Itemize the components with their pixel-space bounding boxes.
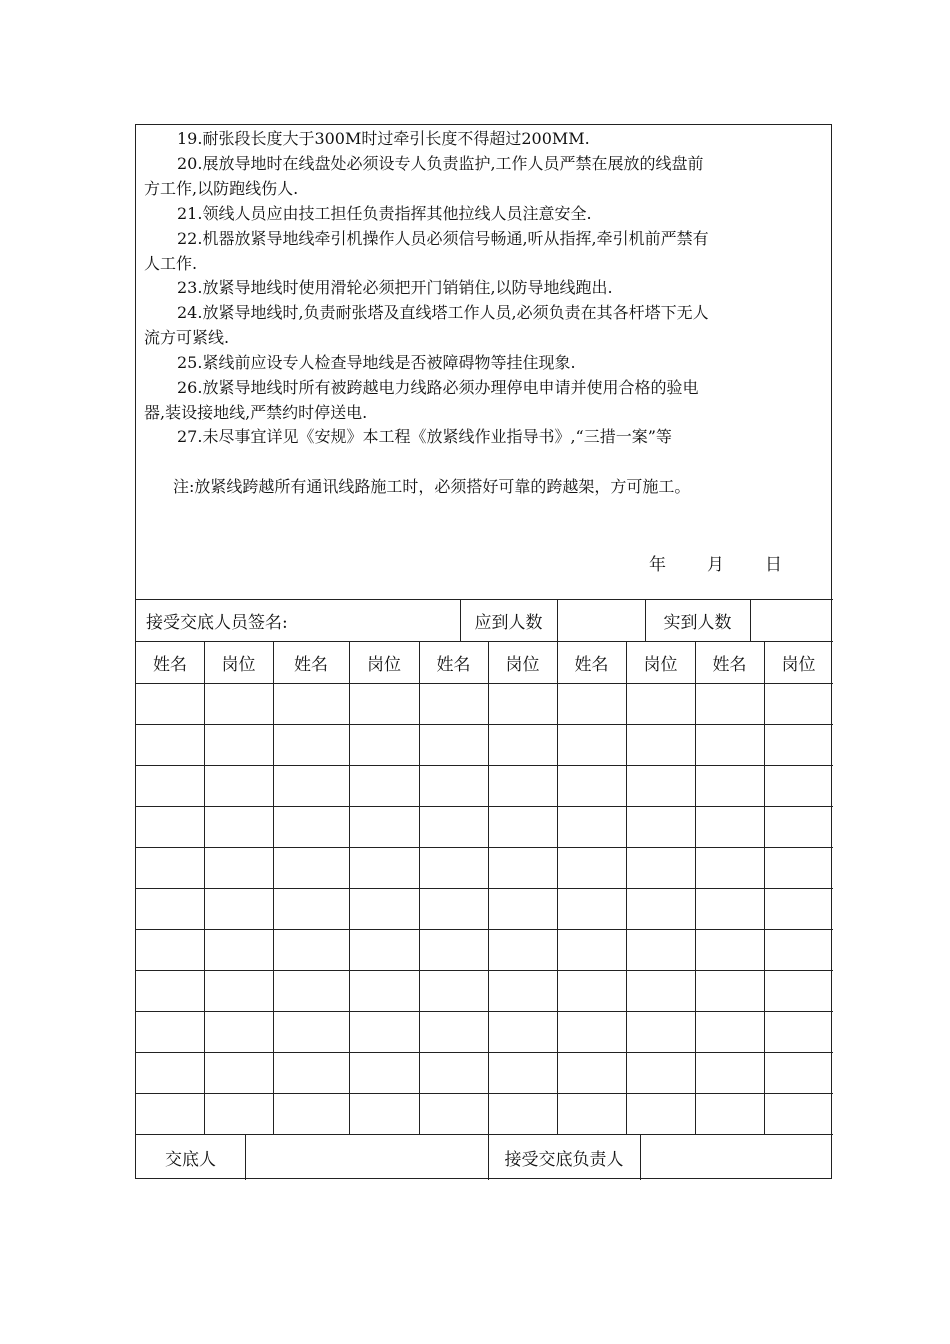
note-line: 19.耐张段长度大于300M时过牵引长度不得超过200MM. <box>177 129 590 148</box>
sign-label: 接受交底人员签名: <box>146 612 288 633</box>
column-header-name: 姓名 <box>712 654 747 675</box>
expected-count-label: 应到人数 <box>474 612 543 633</box>
briefer-field[interactable] <box>245 1134 488 1180</box>
note-remark: 注:放紧线跨越所有通讯线路施工时，必须搭好可靠的跨越架，方可施工。 <box>173 477 691 496</box>
column-header-post: 岗位 <box>367 654 401 675</box>
note-line: 24.放紧导地线时,负责耐张塔及直线塔工作人员,必须负责在其各杆塔下无人 <box>177 303 709 322</box>
responsible-label: 接受交底负责人 <box>504 1149 624 1170</box>
date-day-label: 日 <box>765 555 782 575</box>
column-header-name: 姓名 <box>574 654 609 675</box>
note-line: 20.展放导地时在线盘处必须设专人负责监护,工作人员严禁在展放的线盘前 <box>177 154 704 173</box>
notes-section <box>136 125 833 599</box>
note-line: 器,装设接地线,严禁约时停送电. <box>144 403 368 422</box>
date-month-label: 月 <box>707 555 724 575</box>
column-header-post: 岗位 <box>221 654 256 675</box>
note-line: 22.机器放紧导地线牵引机操作人员必须信号畅通,听从指挥,牵引机前严禁有 <box>177 229 709 248</box>
briefing-form <box>135 124 832 1179</box>
column-header-post: 岗位 <box>643 654 678 675</box>
column-header-post: 岗位 <box>781 654 816 675</box>
actual-count-field[interactable] <box>750 599 833 641</box>
note-line: 23.放紧导地线时使用滑轮必须把开门销销住,以防导地线跑出. <box>177 278 613 297</box>
note-line: 25.紧线前应设专人检查导地线是否被障碍物等挂住现象. <box>177 353 576 372</box>
column-header-name: 姓名 <box>153 654 187 675</box>
note-line: 流方可紧线. <box>144 328 230 347</box>
expected-count-field[interactable] <box>557 599 645 641</box>
date-year-label: 年 <box>649 555 666 575</box>
note-line: 21.领线人员应由技工担任负责指挥其他拉线人员注意安全. <box>177 204 592 223</box>
note-line: 方工作,以防跑线伤人. <box>144 179 299 198</box>
note-line: 26.放紧导地线时所有被跨越电力线路必须办理停电申请并使用合格的验电 <box>177 378 699 397</box>
column-header-post: 岗位 <box>505 654 540 675</box>
note-line: 27.未尽事宜详见《安规》本工程《放紧线作业指导书》,“三措一案”等 <box>177 427 672 446</box>
column-header-name: 姓名 <box>294 654 328 675</box>
column-header-name: 姓名 <box>436 654 471 675</box>
note-line: 人工作. <box>144 254 198 273</box>
briefer-label: 交底人 <box>165 1149 216 1170</box>
responsible-field[interactable] <box>640 1134 833 1180</box>
actual-count-label: 实到人数 <box>663 612 732 633</box>
